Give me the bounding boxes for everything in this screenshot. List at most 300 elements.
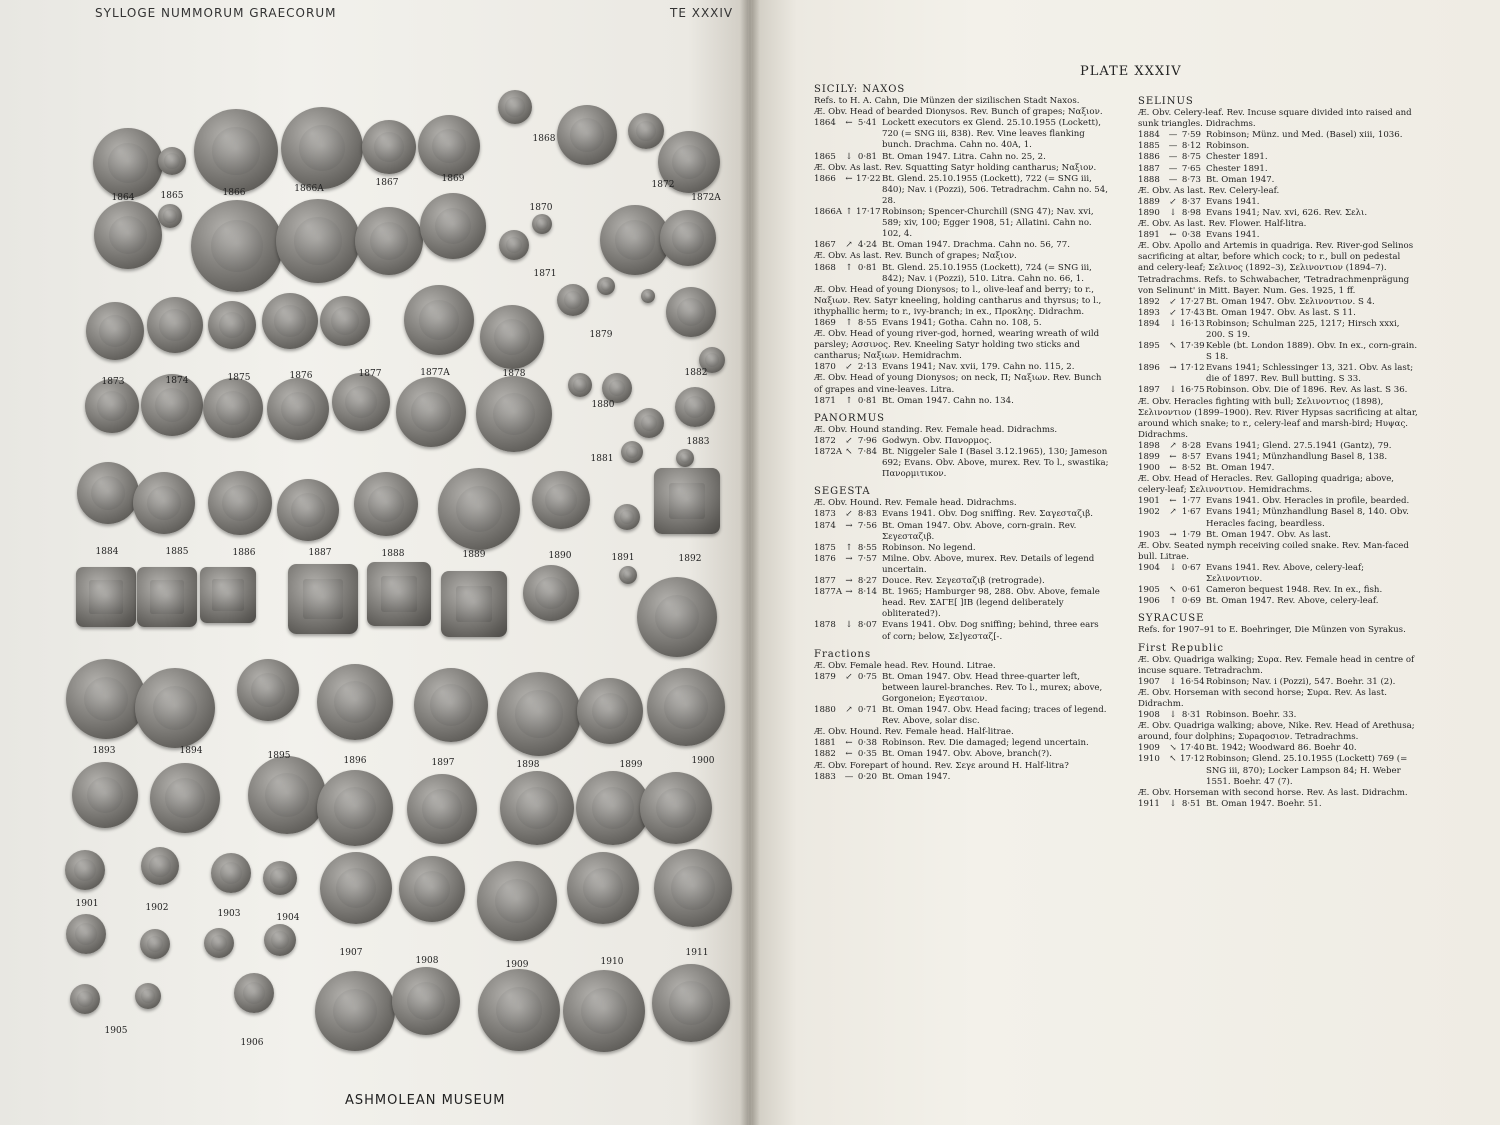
- coin-image: [277, 479, 339, 541]
- coin-number-label: 1867: [375, 178, 399, 188]
- catalogue-entry: [1138, 563, 1418, 585]
- coin-image: [532, 214, 552, 234]
- coin-image: [652, 964, 730, 1042]
- provenance: Cameron bequest 1948. Rev. In ex., fish.: [1206, 585, 1383, 596]
- coin-image: [288, 564, 358, 634]
- provenance: Evans 1941; Münzhandlung Basel 8, 138.: [1206, 452, 1388, 462]
- die-axis-arrow: ↓: [1169, 385, 1177, 396]
- provenance: Evans 1941. Obv. Dog sniffing; behind, three ears of corn; below, Σε]γεσταζ[-.: [882, 620, 1099, 642]
- type-description: Æ. Obv. Heracles fighting with bull; Σελινοντιος (1898), Σελινοντιον (1899–1900). Rev. River Hypsas sacrificing at altar, around which snake; to r., celery-leaf and marsh-bird; Hυψας. Didrachms.: [1138, 396, 1418, 440]
- catalogue-entry: [1138, 230, 1418, 241]
- die-axis-arrow: ←: [845, 118, 853, 129]
- coin-image: [563, 970, 645, 1052]
- provenance: Bt. Oman 1947. Obv. As last.: [1206, 529, 1331, 540]
- provenance: Douce. Rev. Σεγεσταζιβ (retrograde).: [882, 576, 1045, 587]
- book-gutter: [740, 0, 760, 1125]
- coin-image: [93, 128, 163, 198]
- coin-image: [70, 984, 100, 1014]
- section-heading: SYRACUSE: [1138, 613, 1205, 625]
- entry-number: 1875: [814, 542, 836, 553]
- weight: 8·57: [1181, 452, 1201, 462]
- coin-image: [141, 847, 179, 885]
- catalogue-entry: [1138, 363, 1418, 385]
- die-axis-arrow: ←: [845, 738, 853, 749]
- entry-number: 1903: [1138, 529, 1160, 540]
- coin-number-label: 1877A: [420, 368, 450, 378]
- coin-image: [317, 664, 393, 740]
- die-axis-arrow: →: [845, 520, 853, 531]
- coin-image: [77, 462, 139, 524]
- coin-number-label: 1866: [222, 188, 246, 198]
- provenance: Evans 1941. Obv. Heracles in profile, bearded.: [1206, 496, 1410, 507]
- type-description: Æ. Obv. Forepart of hound. Rev. Σεγε around H. Half-litra?: [814, 760, 1069, 771]
- coin-image: [477, 861, 557, 941]
- entry-number: 1883: [814, 771, 836, 782]
- catalogue-entry: [814, 152, 1109, 163]
- catalogue-entry: [814, 447, 1109, 480]
- coin-number-label: 1884: [95, 547, 119, 557]
- catalogue-entry: [1138, 799, 1418, 810]
- coin-image: [557, 284, 589, 316]
- weight: 17·40: [1180, 743, 1205, 754]
- catalogue-entry: [814, 772, 1109, 783]
- provenance: Godwyn. Obv. Πανορμος.: [882, 435, 992, 446]
- weight: 17·17: [856, 207, 881, 218]
- entry-number: 1898: [1138, 440, 1160, 451]
- coin-image: [532, 471, 590, 529]
- coin-number-label: 1888: [381, 549, 405, 559]
- catalogue-entry: [1138, 130, 1418, 141]
- coin-image: [676, 449, 694, 467]
- coin-image: [640, 772, 712, 844]
- catalogue-entry: [1138, 743, 1418, 754]
- coin-number-label: 1895: [267, 751, 291, 761]
- weight: 17·22: [856, 173, 881, 184]
- right-page: [752, 0, 1500, 1125]
- entry-number: 1873: [814, 509, 836, 520]
- coin-image: [332, 373, 390, 431]
- die-axis-arrow: →: [845, 553, 853, 564]
- catalogue-entry: [1138, 308, 1418, 319]
- entry-number: 1889: [1138, 196, 1160, 207]
- provenance: Evans 1941.: [1206, 230, 1260, 241]
- die-axis-arrow: ↗: [845, 705, 853, 716]
- provenance: Evans 1941; Glend. 27.5.1941 (Gantz), 79.: [1206, 440, 1392, 451]
- provenance: Bt. Oman 1947. Boehr. 51.: [1206, 798, 1322, 809]
- entry-number: 1905: [1138, 585, 1160, 596]
- coin-image: [194, 109, 278, 193]
- catalogue-entry: [1138, 197, 1418, 208]
- entry-number: 1884: [1138, 130, 1160, 141]
- die-axis-arrow: ←: [1169, 230, 1177, 241]
- coin-number-label: 1887: [308, 548, 332, 558]
- type-description: Æ. Obv. Seated nymph receiving coiled snake. Rev. Man-faced bull. Litrae.: [1138, 540, 1409, 562]
- entry-number: 1865: [814, 151, 836, 162]
- entry-number: 1866A: [814, 207, 843, 218]
- provenance: Chester 1891.: [1206, 152, 1268, 163]
- catalogue-entry: [814, 174, 1109, 207]
- catalogue-entry: [814, 576, 1109, 587]
- weight: 0·61: [1181, 585, 1201, 596]
- coin-number-label: 1889: [462, 550, 486, 560]
- provenance: Robinson. Boehr. 33.: [1206, 710, 1297, 721]
- coin-image: [211, 853, 251, 893]
- coin-image: [576, 771, 650, 845]
- section-heading: PANORMUS: [814, 412, 886, 424]
- coin-number-label: 1879: [589, 330, 613, 340]
- entry-number: 1901: [1138, 496, 1160, 507]
- provenance: Bt. Glend. 25.10.1955 (Lockett), 722 (= SNG iii, 840); Nav. i (Pozzi), 506. Tetradrachm. Cahn no. 54, 28.: [882, 173, 1108, 206]
- weight: 17·12: [1180, 754, 1205, 765]
- coin-number-label: 1892: [678, 554, 702, 564]
- coin-image: [396, 377, 466, 447]
- coin-number-label: 1903: [217, 909, 241, 919]
- die-axis-arrow: ↗: [1169, 507, 1177, 518]
- die-axis-arrow: —: [1168, 163, 1178, 174]
- entry-number: 1886: [1138, 152, 1160, 163]
- die-axis-arrow: ←: [1169, 452, 1177, 462]
- provenance: Robinson; Münz. und Med. (Basel) xiii, 1036.: [1206, 130, 1403, 141]
- die-axis-arrow: —: [1168, 152, 1178, 163]
- coin-number-label: 1886: [232, 548, 256, 558]
- catalogue-column-2: [1138, 90, 1418, 810]
- page-footer: ASHMOLEAN MUSEUM: [345, 1093, 506, 1108]
- catalogue-entry: [1138, 141, 1418, 152]
- catalogue-entry: [1138, 496, 1418, 507]
- weight: 8·37: [1181, 196, 1201, 207]
- coin-image: [158, 147, 186, 175]
- die-axis-arrow: ↓: [1169, 710, 1177, 721]
- coin-image: [234, 973, 274, 1013]
- catalogue-entry: [814, 620, 1109, 642]
- coin-image: [86, 302, 144, 360]
- running-head-left: SYLLOGE NUMMORUM GRAECORUM: [95, 6, 337, 20]
- entry-number: 1891: [1138, 230, 1160, 241]
- coin-number-label: 1868: [532, 134, 556, 144]
- provenance: Bt. Oman 1947. Drachma. Cahn no. 56, 77.: [882, 240, 1070, 251]
- catalogue-entry: [1138, 710, 1418, 721]
- entry-number: 1871: [814, 395, 836, 406]
- entry-number: 1868: [814, 262, 836, 273]
- entry-number: 1877A: [814, 587, 843, 598]
- weight: 8·55: [857, 542, 877, 553]
- weight: 5·41: [857, 118, 877, 129]
- type-description: Æ. Obv. Head of bearded Dionysos. Rev. Bunch of grapes; Ναξιον.: [814, 107, 1103, 118]
- provenance: Lockett executors ex Glend. 25.10.1955 (Lockett), 720 (= SNG iii, 838). Rev. Vine leaves flanking bunch. Drachma. Cahn no. 40A, 1.: [882, 118, 1101, 151]
- weight: 7·57: [857, 553, 877, 564]
- weight: 0·81: [857, 262, 877, 273]
- provenance: Robinson.: [1206, 141, 1250, 152]
- coin-image: [634, 408, 664, 438]
- coin-number-label: 1871: [533, 269, 557, 279]
- die-axis-arrow: →: [1169, 363, 1177, 374]
- weight: 0·75: [857, 671, 877, 682]
- coin-image: [281, 107, 363, 189]
- provenance: Bt. Oman 1947. Cahn no. 134.: [882, 395, 1014, 406]
- entry-number: 1890: [1138, 207, 1160, 218]
- type-description: Æ. Obv. Horseman with second horse. Rev. As last. Didrachm.: [1138, 787, 1408, 798]
- provenance: Bt. Oman 1947.: [882, 771, 951, 782]
- provenance: Bt. Oman 1947. Obv. Head three-quarter left, between laurel-branches. Rev. To l., murex; above, Gorgoneion; Εγεσταιον.: [882, 671, 1103, 704]
- coin-image: [407, 774, 477, 844]
- coin-image: [135, 983, 161, 1009]
- die-axis-arrow: ↘: [1169, 743, 1177, 754]
- coin-number-label: 1901: [75, 899, 99, 909]
- coin-image: [497, 672, 581, 756]
- entry-number: 1892: [1138, 296, 1160, 307]
- provenance: Bt. Oman 1947. Rev. Above, celery-leaf.: [1206, 596, 1379, 607]
- provenance: Bt. Glend. 25.10.1955 (Lockett), 724 (= SNG iii, 842); Nav. i (Pozzi), 510. Litra. Cahn no. 66, 1.: [882, 262, 1092, 284]
- coin-image: [418, 115, 480, 177]
- coin-number-label: 1904: [276, 913, 300, 923]
- catalogue-entry: [1138, 297, 1418, 308]
- coin-number-label: 1890: [548, 551, 572, 561]
- catalogue-entry: [814, 587, 1109, 620]
- weight: 0·35: [857, 749, 877, 760]
- type-description: Æ. Obv. Hound. Rev. Female head. Didrachms.: [814, 498, 1017, 509]
- coin-image: [438, 468, 520, 550]
- coin-number-label: 1865: [160, 191, 184, 201]
- die-axis-arrow: ↗: [845, 240, 853, 251]
- coin-image: [568, 373, 592, 397]
- die-axis-arrow: ↖: [1169, 585, 1177, 596]
- coin-number-label: 1906: [240, 1038, 264, 1048]
- provenance: Bt. Niggeler Sale I (Basel 3.12.1965), 130; Jameson 692; Evans. Obv. Above, murex. Rev. To l., swastika; Πανορμιτικον.: [882, 447, 1109, 480]
- type-description: Æ. Obv. Head of young river-god, horned, wearing wreath of wild parsley; Ασσινος. Rev. Kneeling Satyr holding two sticks and cantharus; Ναξιων. Hemidrachm.: [814, 329, 1100, 362]
- entry-number: 1874: [814, 520, 836, 531]
- type-description: Æ. Obv. As last. Rev. Flower. Half-litra.: [1138, 219, 1307, 230]
- provenance: Robinson; Nav. i (Pozzi), 547. Boehr. 31 (2).: [1206, 676, 1396, 687]
- plate-title: PLATE XXXIV: [1080, 64, 1182, 79]
- provenance: Chester 1891.: [1206, 163, 1268, 174]
- weight: 17·39: [1180, 341, 1205, 352]
- catalogue-entry: [814, 396, 1109, 407]
- provenance: Evans 1941; Nav. xvii, 179. Cahn no. 115, 2.: [882, 362, 1075, 373]
- coin-image: [354, 472, 418, 536]
- coin-image: [654, 468, 720, 534]
- provenance: Bt. 1942; Woodward 86. Boehr 40.: [1206, 743, 1357, 754]
- die-axis-arrow: →: [845, 576, 853, 587]
- coin-image: [500, 771, 574, 845]
- die-axis-arrow: ←: [845, 749, 853, 760]
- catalogue-entry: [1138, 152, 1418, 163]
- provenance: Robinson. Rev. Die damaged; legend uncertain.: [882, 738, 1089, 749]
- type-description: Refs. to H. A. Cahn, Die Münzen der sizilischen Stadt Naxos.: [814, 96, 1080, 107]
- weight: 8·98: [1181, 207, 1201, 218]
- coin-image: [478, 969, 560, 1051]
- coin-number-label: 1875: [227, 373, 251, 383]
- type-description: Æ. Obv. Head of Heracles. Rev. Galloping quadriga; above, celery-leaf; Σελινοντιον. Hemidrachms.: [1138, 474, 1395, 496]
- coin-image: [85, 379, 139, 433]
- catalogue-entry: [814, 207, 1109, 240]
- coin-number-label: 1882: [684, 368, 708, 378]
- coin-number-label: 1866A: [294, 184, 324, 194]
- coin-image: [399, 856, 465, 922]
- entry-number: 1877: [814, 576, 836, 587]
- running-head-right-fragment: TE XXXIV: [670, 6, 734, 20]
- coin-number-label: 1873: [101, 377, 125, 387]
- catalogue-entry: [814, 749, 1109, 760]
- catalogue-entry: [814, 521, 1109, 543]
- type-description: Æ. Obv. Hound. Rev. Female head. Half-litrae.: [814, 727, 1014, 738]
- weight: 0·81: [857, 395, 877, 406]
- coin-image: [147, 297, 203, 353]
- entry-number: 1870: [814, 362, 836, 373]
- coin-image: [72, 762, 138, 828]
- weight: 4·24: [857, 240, 877, 251]
- section-heading: SICILY: NAXOS: [814, 84, 906, 95]
- coin-number-label: 1897: [431, 758, 455, 768]
- die-axis-arrow: ↙: [845, 362, 853, 373]
- coin-image: [135, 668, 215, 748]
- weight: 7·56: [857, 520, 877, 531]
- weight: 8·07: [857, 620, 877, 631]
- type-description: Æ. Obv. As last. Rev. Squatting Satyr holding cantharus; Ναξιον.: [814, 162, 1097, 173]
- weight: 0·69: [1181, 596, 1201, 607]
- weight: 8·51: [1181, 798, 1201, 809]
- provenance: Bt. Oman 1947. Obv. As last. S 11.: [1206, 307, 1356, 318]
- coin-image: [262, 293, 318, 349]
- weight: 0·38: [1181, 230, 1201, 241]
- entry-number: 1894: [1138, 318, 1160, 329]
- provenance: Robinson. No legend.: [882, 542, 976, 553]
- coin-number-label: 1864: [111, 193, 135, 203]
- coin-number-label: 1872: [651, 180, 675, 190]
- entry-number: 1872: [814, 435, 836, 446]
- provenance: Bt. Oman 1947.: [1206, 463, 1275, 474]
- type-description: Æ. Obv. As last. Rev. Bunch of grapes; Ναξιον.: [814, 251, 1017, 262]
- entry-number: 1909: [1138, 743, 1160, 754]
- type-description: Æ. Obv. Female head. Rev. Hound. Litrae.: [814, 660, 996, 671]
- die-axis-arrow: —: [1168, 174, 1178, 185]
- catalogue-entry: [814, 436, 1109, 447]
- coin-image: [76, 567, 136, 627]
- weight: 8·28: [1181, 440, 1201, 451]
- coin-image: [666, 287, 716, 337]
- provenance: Bt. 1965; Hamburger 98, 288. Obv. Above, female head. Rev. ΣΑΓΕ[ ]ΙΒ (legend deliberately obliterated?).: [882, 587, 1100, 620]
- type-description: Refs. for 1907–91 to E. Boehringer, Die Münzen von Syrakus.: [1138, 625, 1406, 636]
- coin-image: [414, 668, 488, 742]
- coin-image: [654, 849, 732, 927]
- entry-number: 1864: [814, 118, 836, 129]
- catalogue-entry: [814, 509, 1109, 520]
- weight: 0·71: [857, 705, 877, 716]
- entry-number: 1880: [814, 705, 836, 716]
- weight: 7·59: [1181, 130, 1201, 141]
- die-axis-arrow: ↑: [845, 542, 853, 553]
- weight: 7·65: [1181, 163, 1201, 174]
- weight: 1·79: [1181, 529, 1201, 540]
- entry-number: 1872A: [814, 447, 843, 457]
- die-axis-arrow: ↙: [1169, 307, 1177, 318]
- coin-image: [133, 472, 195, 534]
- section-heading: SEGESTA: [814, 486, 871, 498]
- coin-number-label: 1899: [619, 760, 643, 770]
- catalogue-entry: [1138, 754, 1418, 787]
- coin-image: [66, 659, 146, 739]
- die-axis-arrow: ↓: [1169, 676, 1177, 687]
- provenance: Robinson; Schulman 225, 1217; Hirsch xxxi, 200. S 19.: [1206, 318, 1400, 340]
- catalogue-entry: [814, 263, 1109, 285]
- section-heading: Fractions: [814, 648, 872, 660]
- coin-number-label: 1910: [600, 957, 624, 967]
- type-description: Æ. Obv. Quadriga walking; above, Nike. Rev. Head of Arethusa; around, four dolphins; Συρaqοσιον. Tetradrachms.: [1138, 721, 1415, 743]
- entry-number: 1902: [1138, 507, 1160, 518]
- die-axis-arrow: —: [1168, 141, 1178, 152]
- die-axis-arrow: ↓: [1169, 798, 1177, 809]
- type-description: Æ. Obv. As last. Rev. Celery-leaf.: [1138, 185, 1280, 196]
- coin-number-label: 1869: [441, 174, 465, 184]
- coin-image: [200, 567, 256, 623]
- weight: 8·75: [1181, 152, 1201, 163]
- weight: 0·38: [857, 738, 877, 749]
- weight: 7·96: [857, 435, 877, 446]
- entry-number: 1881: [814, 738, 836, 749]
- coin-image: [480, 305, 544, 369]
- die-axis-arrow: ←: [845, 173, 853, 184]
- weight: 16·54: [1180, 676, 1205, 687]
- die-axis-arrow: →: [1169, 529, 1177, 540]
- provenance: Robinson; Glend. 25.10.1955 (Lockett) 769 (= SNG iii, 870); Locker Lampson 84; H. Weber 1551. Boehr. 47 (7).: [1206, 754, 1408, 787]
- weight: 16·75: [1180, 385, 1205, 396]
- entry-number: 1899: [1138, 452, 1160, 462]
- catalogue-entry: [1138, 507, 1418, 529]
- entry-number: 1910: [1138, 754, 1160, 765]
- coin-number-label: 1911: [685, 948, 709, 958]
- weight: 17·27: [1180, 296, 1205, 307]
- provenance: Evans 1941; Schlessinger 13, 321. Obv. As last; die of 1897. Rev. Bull butting. S 33.: [1206, 363, 1414, 385]
- coin-number-label: 1878: [502, 369, 526, 379]
- catalogue-entry: [814, 240, 1109, 251]
- entry-number: 1906: [1138, 596, 1160, 607]
- die-axis-arrow: →: [845, 587, 853, 598]
- catalogue-entry: [1138, 164, 1418, 175]
- catalogue-entry: [1138, 208, 1418, 219]
- coin-number-label: 1898: [516, 760, 540, 770]
- die-axis-arrow: ↑: [1169, 596, 1177, 607]
- die-axis-arrow: ↖: [845, 447, 853, 457]
- catalogue-entry: [1138, 319, 1418, 341]
- coin-image: [320, 852, 392, 924]
- catalogue-column-1: [814, 78, 1109, 783]
- weight: 0·67: [1181, 562, 1201, 573]
- coin-number-label: 1907: [339, 948, 363, 958]
- weight: 17·43: [1180, 307, 1205, 318]
- provenance: Robinson. Obv. Die of 1896. Rev. As last. S 36.: [1206, 385, 1408, 396]
- coin-image: [420, 193, 486, 259]
- coin-image: [675, 387, 715, 427]
- provenance: Robinson; Spencer-Churchill (SNG 47); Nav. xvi, 589; xiv, 100; Egger 1908, 51; Allatini. Cahn no. 102, 4.: [882, 207, 1094, 240]
- catalogue-entry: [1138, 452, 1418, 463]
- die-axis-arrow: ↙: [845, 671, 853, 682]
- entry-number: 1911: [1138, 798, 1160, 809]
- left-page: [0, 0, 748, 1125]
- coin-number-label: 1876: [289, 371, 313, 381]
- section-heading: SELINUS: [1138, 96, 1194, 107]
- coin-number-label: 1891: [611, 553, 635, 563]
- die-axis-arrow: ↓: [845, 620, 853, 631]
- coin-image: [276, 199, 360, 283]
- catalogue-entry: [814, 362, 1109, 373]
- entry-number: 1900: [1138, 463, 1160, 474]
- coin-image: [577, 678, 643, 744]
- coin-number-label: 1881: [590, 454, 614, 464]
- entry-number: 1897: [1138, 385, 1160, 396]
- provenance: Evans 1941.: [1206, 196, 1260, 207]
- entry-number: 1878: [814, 620, 836, 631]
- coin-image: [499, 230, 529, 260]
- coin-image: [158, 204, 182, 228]
